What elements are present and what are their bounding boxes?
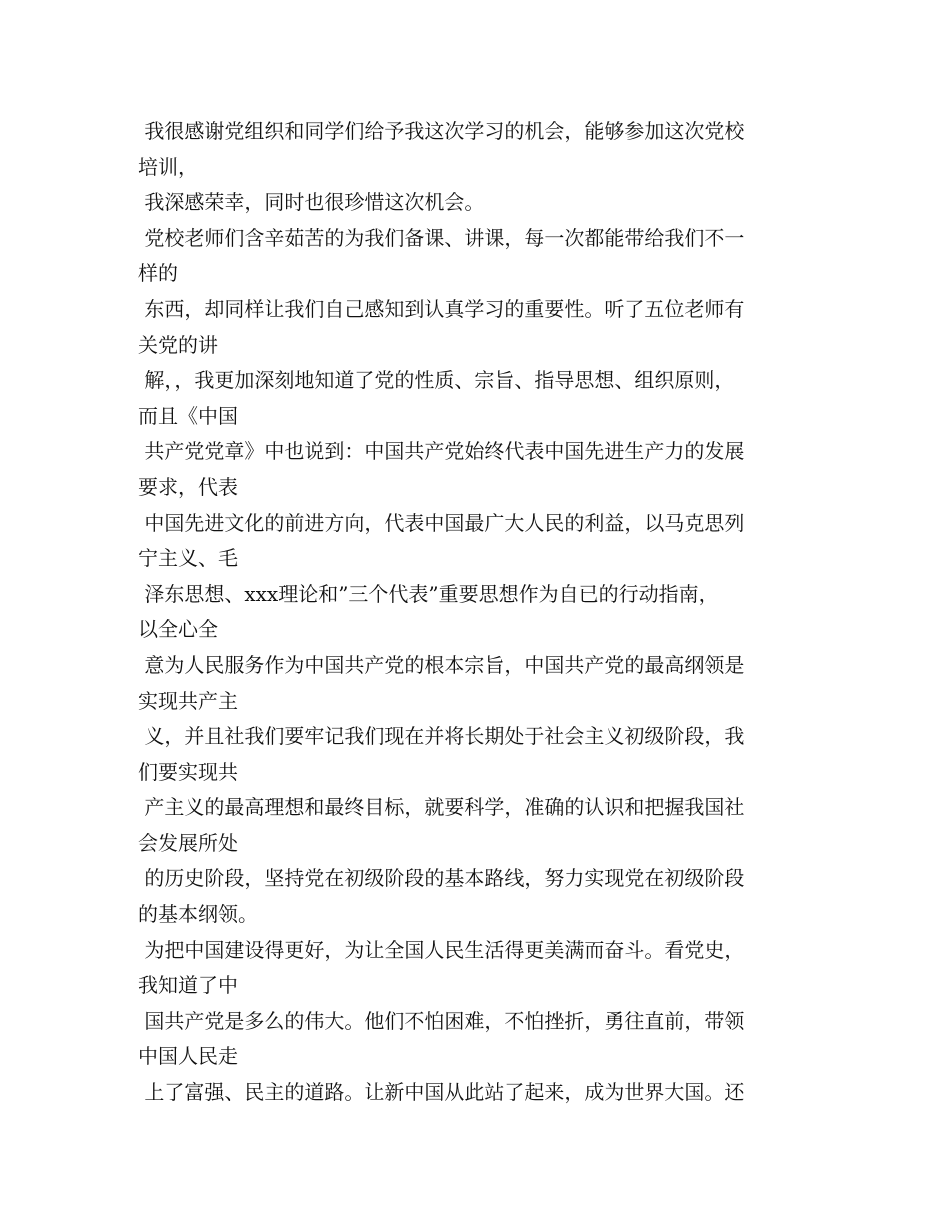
- text-line: 我深感荣幸，同时也很珍惜这次机会。: [138, 190, 485, 215]
- text-line: 培训，: [138, 154, 198, 179]
- text-line: 义，并且社我们要牢记我们现在并将长期处于社会主义初级阶段，我: [138, 724, 745, 749]
- text-line: 为把中国建设得更好，为让全国人民生活得更美满而奋斗。看党史，: [138, 937, 745, 962]
- text-line: 上了富强、民主的道路。让新中国从此站了起来，成为世界大国。还: [138, 1080, 745, 1105]
- text-line: 解，，我更加深刻地知道了党的性质、宗旨、指导思想、组织原则，: [138, 368, 735, 393]
- text-line: 们要实现共: [138, 759, 238, 784]
- text-line: 会发展所处: [138, 830, 238, 855]
- text-line: 党校老师们含辛茹苦的为我们备课、讲课，每一次都能带给我们不一: [138, 225, 745, 250]
- text-line: 的历史阶段，坚持党在初级阶段的基本路线，努力实现党在初级阶段: [138, 866, 745, 891]
- text-line: 中国人民走: [138, 1044, 238, 1069]
- text-line: 意为人民服务作为中国共产党的根本宗旨，中国共产党的最高纲领是: [138, 652, 745, 677]
- text-line: 东西，却同样让我们自己感知到认真学习的重要性。听了五位老师有: [138, 296, 745, 321]
- text-line: 以全心全: [138, 617, 218, 642]
- text-line: 我知道了中: [138, 973, 238, 998]
- text-line: 国共产党是多么的伟大。他们不怕困难，不怕挫折，勇往直前，带领: [138, 1008, 745, 1033]
- text-line: 的基本纲领。: [138, 902, 258, 927]
- document-body: [138, 114, 828, 1111]
- text-line: 样的: [138, 261, 178, 286]
- text-line: 我很感谢党组织和同学们给予我这次学习的机会，能够参加这次党校: [138, 119, 745, 143]
- text-line: 而且《中国: [138, 403, 238, 428]
- text-line: 共产党党章》中也说到：中国共产党始终代表中国先进生产力的发展: [138, 439, 745, 464]
- text-line: 宁主义、毛: [138, 546, 238, 571]
- text-line: 实现共产主: [138, 688, 238, 713]
- text-line: 产主义的最高理想和最终目标，就要科学，准确的认识和把握我国社: [138, 795, 745, 820]
- text-line: 泽东思想、xxx理论和”三个代表”重要思想作为自已的行动指南，: [138, 581, 719, 606]
- text-line: 中国先进文化的前进方向，代表中国最广大人民的利益，以马克思列: [138, 510, 745, 535]
- text-line: 要求，代表: [138, 474, 238, 499]
- text-line: 关党的讲: [138, 332, 218, 357]
